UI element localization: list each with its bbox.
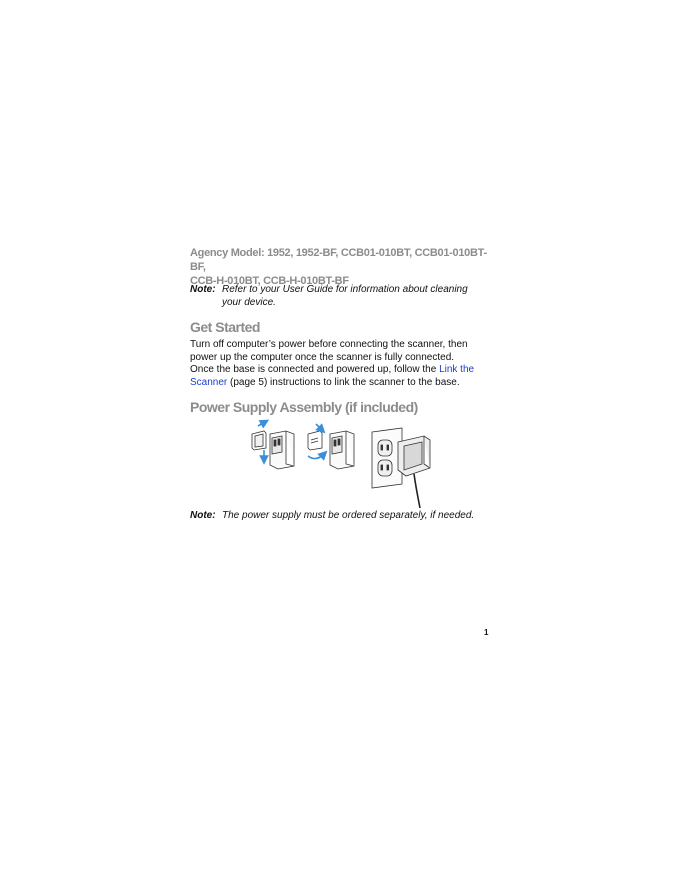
power-supply-illustration <box>246 418 436 510</box>
agency-model-line2: CCB-H-010BT, CCB-H-010BT-BF <box>190 275 349 287</box>
note-label: Note: <box>190 510 216 521</box>
paragraph-line4-text: (page 5) instructions to link the scanner to the base. <box>227 376 460 388</box>
paragraph-line1: Turn off computer’s power before connecting the scanner, then <box>190 339 468 350</box>
note-text-line1: Refer to your User Guide for information about cleaning <box>222 284 468 295</box>
paragraph-line3-text: Once the base is connected and powered up, follow the <box>190 364 440 375</box>
paragraph-line2: power up the computer once the scanner is fully connected. <box>190 351 455 363</box>
wall-outlet-adapter-icon <box>372 428 430 508</box>
agency-model-line1: Agency Model: 1952, 1952-BF, CCB01-010BT, CCB01-010BT-BF, <box>190 247 487 273</box>
power-supply-heading: Power Supply Assembly (if included) <box>190 399 418 415</box>
cleaning-note <box>190 284 490 309</box>
note-label: Note: <box>190 284 216 295</box>
link-the-scanner-link-part2[interactable]: Scanner <box>190 376 228 388</box>
get-started-paragraph <box>190 339 495 389</box>
power-supply-note <box>190 510 490 523</box>
paragraph-line4 <box>190 377 495 390</box>
plug-adapter-attach-icon <box>308 424 354 469</box>
note-text: The power supply must be ordered separately, if needed. <box>222 510 475 521</box>
note-text-line2: your device. <box>222 296 276 308</box>
link-the-scanner-link-part1[interactable]: Link the <box>439 364 475 375</box>
agency-model <box>190 246 490 288</box>
paragraph-line3 <box>190 364 495 377</box>
get-started-heading: Get Started <box>190 319 260 335</box>
plug-adapter-remove-icon <box>252 422 294 469</box>
page-number: 1 <box>484 628 489 637</box>
